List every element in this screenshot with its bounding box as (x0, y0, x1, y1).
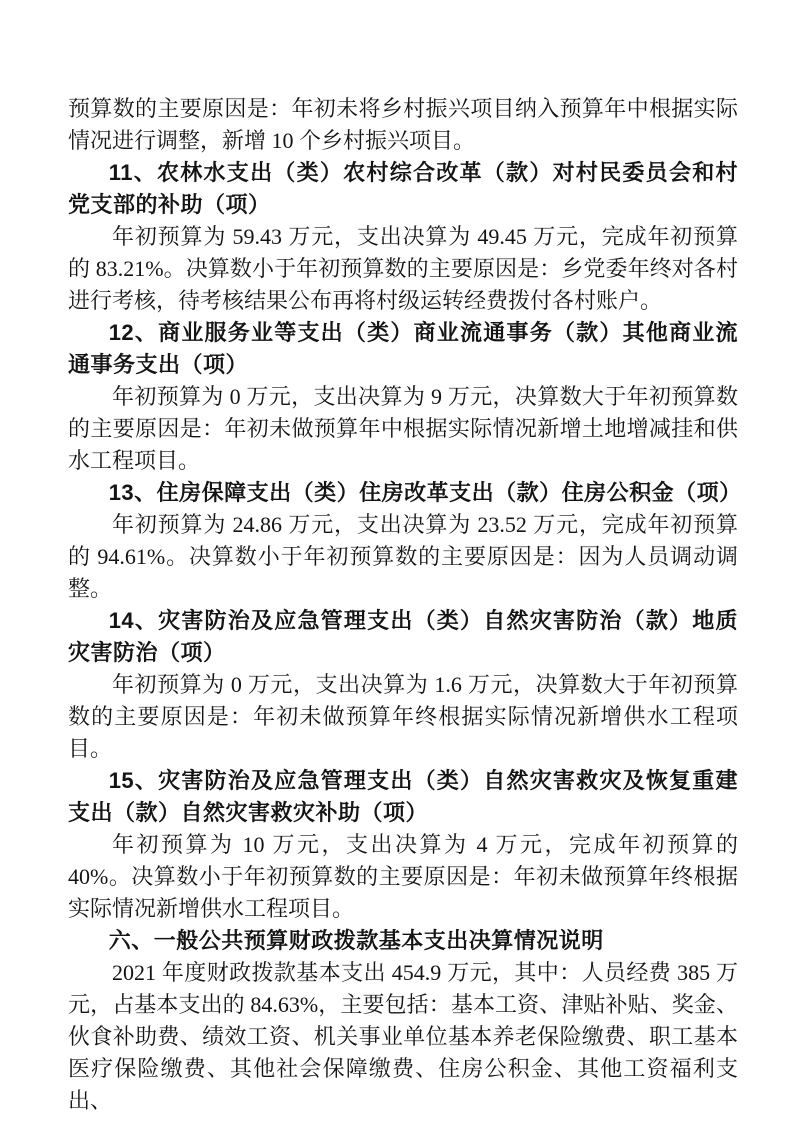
section-13-heading: 13、住房保障支出（类）住房改革支出（款）住房公积金（项） (108, 480, 742, 505)
section-11-heading: 11、农林水支出（类）农村综合改革（款）对村民委员会和村党支部的补助（项） (68, 160, 738, 217)
section-11-body: 年初预算为 59.43 万元，支出决算为 49.45 万元，完成年初预算的 83.21%。决算数小于年初预算数的主要原因是：乡党委年终对各村进行考核，待考核结果公布再将村级运转经费拨付各村账户。 (68, 224, 738, 313)
continuation-paragraph: 预算数的主要原因是：年初未将乡村振兴项目纳入预算年中根据实际情况进行调整，新增 10 个乡村振兴项目。 (68, 96, 738, 153)
section-15-heading: 15、灾害防治及应急管理支出（类）自然灾害救灾及恢复重建支出（款）自然灾害救灾补助（项） (68, 768, 738, 825)
section-14-heading: 14、灾害防治及应急管理支出（类）自然灾害防治（款）地质灾害防治（项） (68, 608, 738, 665)
section-14-body: 年初预算为 0 万元，支出决算为 1.6 万元，决算数大于年初预算数的主要原因是：年初未做预算年终根据实际情况新增供水工程项目。 (68, 672, 738, 761)
section-6-basic-expenditure-heading: 六、一般公共预算财政拨款基本支出决算情况说明 (108, 928, 604, 953)
section-15-body: 年初预算为 10 万元，支出决算为 4 万元，完成年初预算的 40%。决算数小于年初预算数的主要原因是：年初未做预算年终根据实际情况新增供水工程项目。 (68, 832, 738, 921)
section-6-basic-expenditure-body: 2021 年度财政拨款基本支出 454.9 万元，其中：人员经费 385 万元，占基本支出的 84.63%，主要包括：基本工资、津贴补贴、奖金、伙食补助费、绩效工资、机关事业单位基本养老保险缴费、职工基本医疗保险缴费、其他社会保障缴费、住房公积金、其他工资福利支出、 (68, 960, 738, 1113)
section-12-body: 年初预算为 0 万元，支出决算为 9 万元，决算数大于年初预算数的主要原因是：年初未做预算年中根据实际情况新增土地增减挂和供水工程项目。 (68, 384, 738, 473)
section-12-heading: 12、商业服务业等支出（类）商业流通事务（款）其他商业流通事务支出（项） (68, 320, 738, 377)
section-13-body: 年初预算为 24.86 万元，支出决算为 23.52 万元，完成年初预算的 94.61%。决算数小于年初预算数的主要原因是：因为人员调动调整。 (68, 512, 739, 601)
